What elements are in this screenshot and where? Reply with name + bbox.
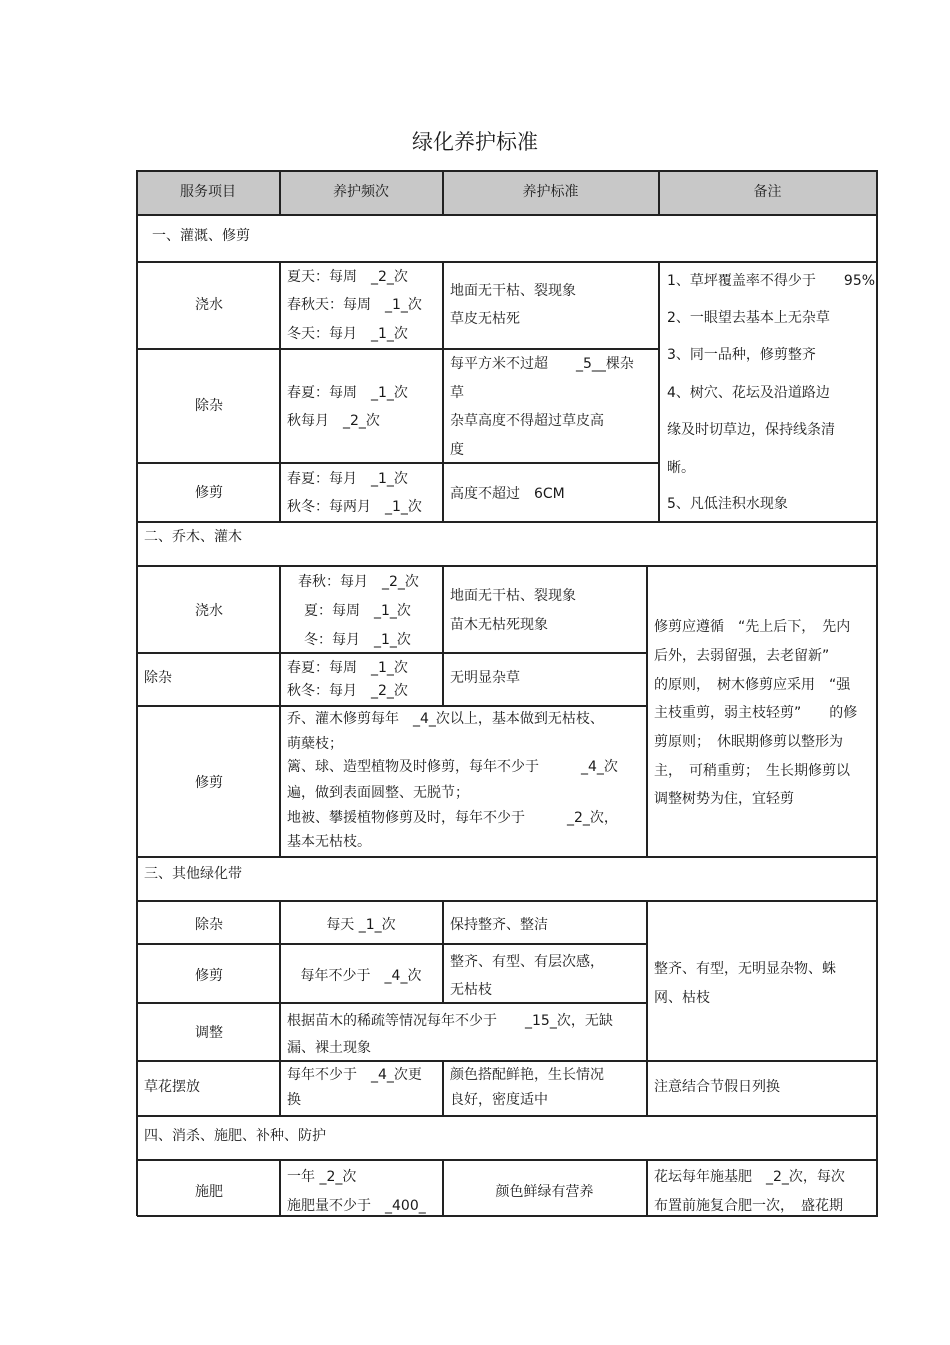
freq-line: 换 [287, 1092, 301, 1108]
note-line: 的原则， 树木修剪应采用 “强 [654, 677, 851, 693]
header-frequency: 养护频次 [333, 184, 389, 200]
note-line: 5、凡低洼积水现象 [667, 496, 788, 512]
note-line: 4、树穴、花坛及沿道路边 [667, 385, 830, 401]
section-label-pest-fertilize-replant: 四、消杀、施肥、补种、防护 [144, 1128, 326, 1144]
item-pruning: 修剪 [195, 485, 223, 501]
pruning-text-line: 萌蘖枝； [287, 736, 343, 752]
header-remarks: 备注 [753, 184, 782, 200]
note-line: 主， 可稍重剪； 生长期修剪以 [654, 763, 850, 779]
adjust-text-line: 漏、裸土现象 [287, 1040, 371, 1056]
item-flower-display: 草花摆放 [144, 1079, 200, 1095]
std-line: 每平方米不过超 _5__棵杂 [450, 356, 634, 372]
header-service-item: 服务项目 [180, 184, 236, 200]
std-line: 整齐、有型、有层次感， [450, 954, 604, 970]
freq-line: 每天 _1_次 [326, 917, 396, 933]
note-line: 注意结合节假日列换 [654, 1079, 780, 1095]
std-line: 地面无干枯、裂现象 [450, 588, 576, 604]
note-line: 网、枯枝 [654, 990, 710, 1006]
std-line: 草 [450, 385, 464, 401]
freq-line: 一年 _2_次 [287, 1169, 357, 1185]
item-watering: 浇水 [195, 603, 223, 619]
pruning-text-line: 遍，做到表面圆整、无脱节； [287, 785, 469, 801]
item-watering: 浇水 [195, 297, 223, 313]
section-label-other-green-belts: 三、其他绿化带 [144, 866, 242, 882]
std-line: 杂草高度不得超过草皮高 [450, 413, 604, 429]
std-line: 高度不超过 6CM [450, 486, 565, 502]
header-standard: 养护标准 [522, 184, 579, 200]
freq-line: 每年不少于 _4_次更 [287, 1067, 422, 1083]
note-line: 调整树势为住，宜轻剪 [654, 791, 794, 807]
item-fertilizing: 施肥 [195, 1184, 223, 1200]
note-line: 晰。 [667, 460, 695, 476]
pruning-text-line: 篱、球、造型植物及时修剪，每年不少于 _4_次 [287, 759, 618, 775]
std-line: 草皮无枯死 [450, 311, 520, 327]
freq-line: 春秋：每月 _2_次 [298, 574, 419, 590]
freq-line: 春秋天：每周 _1_次 [287, 297, 422, 313]
std-line: 保持整齐、整洁 [450, 917, 548, 933]
std-line: 颜色鲜绿有营养 [495, 1184, 594, 1200]
pruning-text-line: 基本无枯枝。 [287, 834, 371, 850]
note-line: 剪原则； 休眠期修剪以整形为 [654, 734, 843, 750]
freq-line: 秋每月 _2_次 [287, 413, 380, 429]
note-line: 1、草坪覆盖率不得少于 95% [667, 273, 876, 289]
std-line: 颜色搭配鲜艳，生长情况 [450, 1067, 604, 1083]
std-line: 无枯枝 [450, 982, 492, 998]
note-line: 整齐、有型，无明显杂物、蛛 [654, 961, 836, 977]
note-line: 缘及时切草边，保持线条清 [667, 422, 835, 438]
freq-line: 冬：每月 _1_次 [304, 632, 411, 648]
item-weeding: 除杂 [195, 398, 223, 414]
note-line: 2、一眼望去基本上无杂草 [667, 310, 830, 326]
item-weeding: 除杂 [144, 670, 172, 686]
section-label-trees-shrubs: 二、乔木、灌木 [144, 529, 242, 545]
freq-line: 春夏：每周 _1_次 [287, 660, 408, 676]
freq-line: 施肥量不少于 _400_ [287, 1198, 426, 1214]
item-pruning: 修剪 [195, 775, 223, 791]
note-line: 修剪应遵循 “先上后下， 先内 [654, 619, 851, 635]
pruning-text-line: 地被、攀援植物修剪及时，每年不少于 _2_次， [287, 810, 618, 826]
freq-line: 春夏：每周 _1_次 [287, 385, 408, 401]
note-line: 主枝重剪，弱主枝轻剪” 的修 [654, 705, 858, 721]
item-pruning: 修剪 [195, 968, 223, 984]
section-label-irrigation-pruning: 一、灌溉、修剪 [152, 228, 250, 244]
item-weeding: 除杂 [195, 917, 223, 933]
freq-line: 秋冬：每两月 _1_次 [287, 499, 422, 515]
adjust-text-line: 根据苗木的稀疏等情况每年不少于 _15_次，无缺 [287, 1013, 613, 1029]
note-line: 花坛每年施基肥 _2_次，每次 [654, 1169, 845, 1185]
std-line: 无明显杂草 [450, 670, 520, 686]
std-line: 良好，密度适中 [450, 1092, 548, 1108]
std-line: 度 [450, 442, 464, 458]
freq-line: 夏：每周 _1_次 [304, 603, 411, 619]
freq-line: 夏天：每周 _2_次 [287, 269, 408, 285]
item-adjustment: 调整 [195, 1025, 223, 1041]
page-title: 绿化养护标准 [412, 130, 538, 154]
freq-line: 春夏：每月 _1_次 [287, 471, 408, 487]
std-line: 苗木无枯死现象 [450, 617, 548, 633]
pruning-text-line: 乔、灌木修剪每年 _4_次以上，基本做到无枯枝、 [287, 711, 604, 727]
std-line: 地面无干枯、裂现象 [450, 283, 576, 299]
freq-line: 每年不少于 _4_次 [300, 968, 422, 984]
freq-line: 冬天：每月 _1_次 [287, 326, 408, 342]
freq-line: 秋冬：每月 _2_次 [287, 683, 408, 699]
note-line: 布置前施复合肥一次， 盛花期 [654, 1198, 843, 1214]
note-line: 后外，去弱留强，去老留新” [654, 648, 830, 664]
note-line: 3、同一品种，修剪整齐 [667, 347, 816, 363]
